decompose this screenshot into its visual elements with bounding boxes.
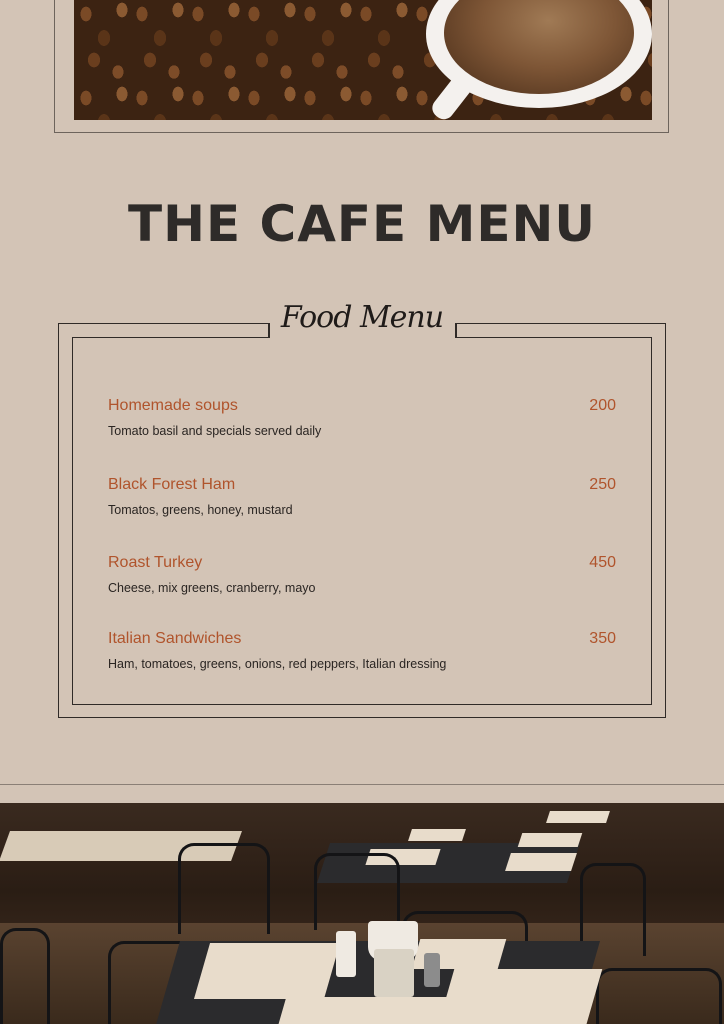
restaurant-photo: [0, 803, 724, 1024]
menu-item-description: Tomato basil and specials served daily: [108, 424, 322, 438]
menu-item-name: Italian Sandwiches: [108, 630, 242, 647]
menu-item-price: 450: [589, 554, 616, 571]
coffee-photo: [74, 0, 652, 120]
menu-item-name: Homemade soups: [108, 397, 238, 414]
menu-item-name: Black Forest Ham: [108, 476, 236, 493]
menu-item-description: Tomatos, greens, honey, mustard: [108, 503, 293, 517]
menu-item-description: Ham, tomatoes, greens, onions, red peppers, Italian dressing: [108, 657, 447, 671]
menu-item-name: Roast Turkey: [108, 554, 203, 571]
menu-inner-frame: [72, 337, 652, 705]
page-title: THE CAFE MENU: [128, 195, 596, 253]
menu-item-price: 250: [589, 476, 616, 493]
menu-item-description: Cheese, mix greens, cranberry, mayo: [108, 581, 316, 595]
menu-subtitle: Food Menu: [280, 300, 444, 335]
menu-item-price: 350: [589, 630, 616, 647]
menu-item-price: 200: [589, 397, 616, 414]
divider: [0, 784, 724, 785]
